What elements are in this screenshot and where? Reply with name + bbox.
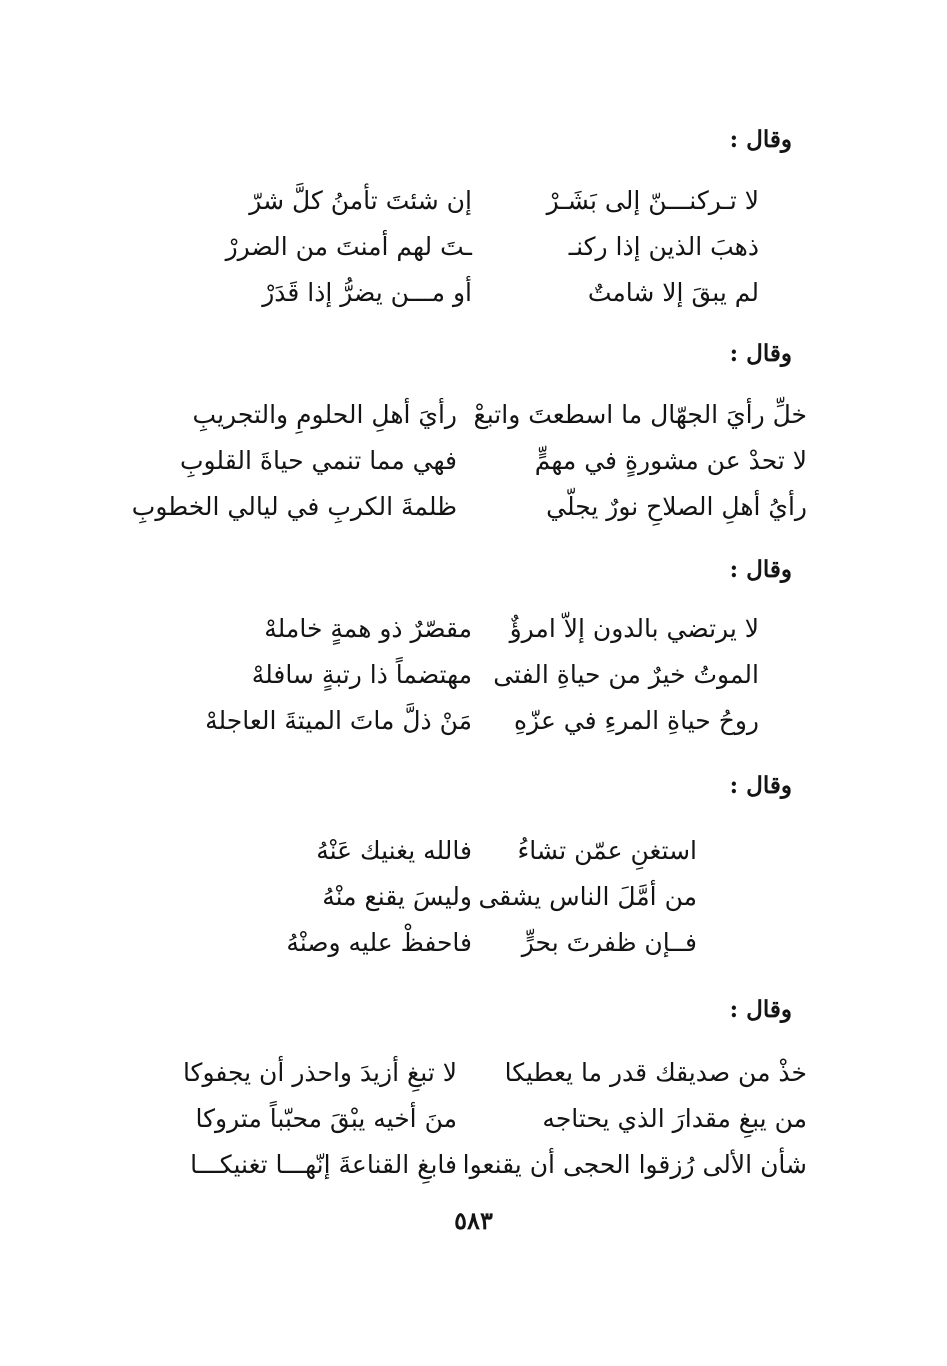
second-hemistich: مهتضماً ذا رتبةٍ سافلهْ bbox=[251, 660, 472, 689]
verse-line bbox=[127, 874, 807, 920]
verse-line bbox=[127, 698, 807, 744]
first-hemistich: خلِّ رأيَ الجهّال ما اسطعتَ واتبعْ bbox=[473, 400, 807, 429]
second-hemistich: ظلمةَ الكربِ في ليالي الخطوبِ bbox=[131, 492, 457, 521]
first-hemistich: رأيُ أهلِ الصلاحِ نورٌ يجلّي bbox=[546, 492, 807, 521]
verse-line bbox=[127, 606, 807, 652]
second-hemistich: ـتَ لهم أمنتَ من الضررْ bbox=[225, 232, 472, 261]
second-hemistich: مقصّرٌ ذو همةٍ خاملهْ bbox=[264, 614, 472, 643]
section-intro: وقال : bbox=[729, 126, 792, 153]
verse-line bbox=[127, 270, 807, 316]
verse-line bbox=[127, 652, 807, 698]
second-hemistich: فاحفظْ عليه وصنْهُ bbox=[286, 928, 472, 957]
first-hemistich: الموتُ خيرٌ من حياةِ الفتى bbox=[493, 660, 759, 689]
first-hemistich: من أمَّلَ الناس يشقى bbox=[478, 882, 697, 911]
first-hemistich: لا تـركنـــنّ إلى بَشَـرْ bbox=[546, 186, 759, 215]
section-intro: وقال : bbox=[729, 996, 792, 1023]
first-hemistich: لم يبقَ إلا شامتٌ bbox=[587, 278, 759, 307]
verse-line bbox=[127, 438, 807, 484]
verse-line bbox=[127, 828, 807, 874]
verse-line bbox=[127, 392, 807, 438]
verse-line bbox=[127, 1050, 807, 1096]
poem-stanza bbox=[127, 828, 807, 966]
second-hemistich: فابغِ القناعةَ إنّهـــا تغنيكـــا bbox=[190, 1150, 457, 1179]
verse-line bbox=[127, 178, 807, 224]
first-hemistich: من يبغِ مقدارَ الذي يحتاجه bbox=[542, 1104, 807, 1133]
second-hemistich: منَ أخيه يبْقَ محبّباً متروكا bbox=[195, 1104, 457, 1133]
poem-stanza bbox=[127, 606, 807, 744]
first-hemistich: لا تحدْ عن مشورةٍ في مهمٍّ bbox=[534, 446, 807, 475]
second-hemistich: رأيَ أهلِ الحلومِ والتجريبِ bbox=[192, 400, 457, 429]
first-hemistich: روحُ حياةِ المرءِ في عزّهِ bbox=[514, 706, 759, 735]
second-hemistich: فالله يغنيك عَنْهُ bbox=[316, 836, 472, 865]
second-hemistich: وليسَ يقنع منْهُ bbox=[322, 882, 472, 911]
second-hemistich: مَنْ ذلَّ ماتَ الميتةَ العاجلهْ bbox=[205, 706, 472, 735]
second-hemistich: فهي مما تنمي حياةَ القلوبِ bbox=[179, 446, 457, 475]
first-hemistich: لا يرتضي بالدون إلاّ امرؤٌ bbox=[509, 614, 759, 643]
verse-line bbox=[127, 224, 807, 270]
second-hemistich: لا تبغِ أزيدَ واحذر أن يجفوكا bbox=[182, 1058, 457, 1087]
section-intro: وقال : bbox=[729, 556, 792, 583]
poem-stanza bbox=[127, 392, 807, 530]
section-intro: وقال : bbox=[729, 772, 792, 799]
page-number: ٥٨٣ bbox=[454, 1206, 493, 1235]
first-hemistich: خذْ من صديقك قدر ما يعطيكا bbox=[504, 1058, 807, 1087]
first-hemistich: فــإن ظفرتَ بحرٍّ bbox=[521, 928, 697, 957]
verse-line bbox=[127, 484, 807, 530]
section-intro: وقال : bbox=[729, 340, 792, 367]
first-hemistich: استغنِ عمّن تشاءُ bbox=[517, 836, 697, 865]
first-hemistich: ذهبَ الذين إذا ركنـ bbox=[568, 232, 759, 261]
verse-line bbox=[127, 1096, 807, 1142]
poem-stanza bbox=[127, 178, 807, 316]
poem-stanza bbox=[127, 1050, 807, 1188]
verse-line bbox=[127, 1142, 807, 1188]
second-hemistich: أو مـــن يضرُّ إذا قَدَرْ bbox=[262, 278, 472, 307]
verse-line bbox=[127, 920, 807, 966]
first-hemistich: شأن الألى رُزقوا الحجى أن يقنعوا bbox=[462, 1150, 807, 1179]
second-hemistich: إن شئتَ تأمنُ كلَّ شرّ bbox=[249, 186, 472, 215]
